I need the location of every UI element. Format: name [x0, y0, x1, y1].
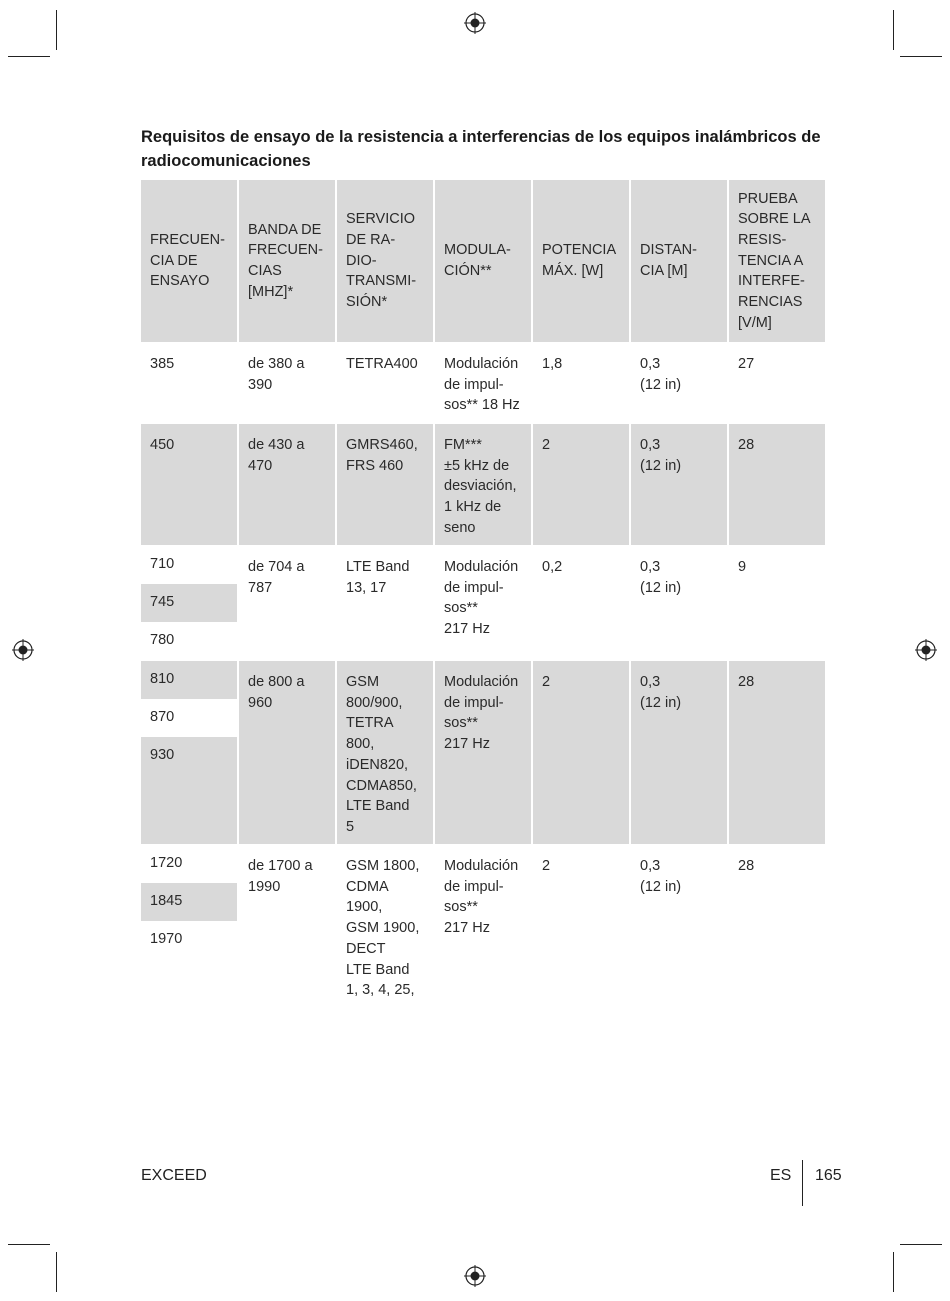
band-cell: de 704 a 787 — [239, 546, 337, 660]
test-level-cell: 28 — [729, 424, 825, 545]
registration-mark-icon — [12, 639, 34, 661]
header-cell: POTENCIA MÁX. [W] — [533, 180, 631, 342]
power-cell: 1,8 — [533, 343, 631, 423]
footer-language: ES — [770, 1167, 792, 1184]
table-row — [141, 661, 825, 845]
modulation-cell: Modulación de impul- sos** 217 Hz — [435, 661, 533, 844]
table-row — [141, 845, 825, 1005]
crop-mark — [900, 1244, 942, 1245]
modulation-cell: Modulación de impul- sos** 18 Hz — [435, 343, 533, 423]
service-cell: LTE Band 13, 17 — [337, 546, 435, 660]
freq-cell: 710 — [141, 546, 237, 584]
power-cell: 0,2 — [533, 546, 631, 660]
header-cell: FRECUEN- CIA DE ENSAYO — [141, 180, 239, 342]
registration-mark-icon — [464, 1265, 486, 1287]
service-cell: GMRS460, FRS 460 — [337, 424, 435, 545]
table-header — [141, 180, 825, 343]
freq-cell: 1720 — [141, 845, 237, 883]
footer-brand: EXCEED — [141, 1167, 207, 1184]
service-cell: TETRA400 — [337, 343, 435, 423]
distance-cell: 0,3 (12 in) — [631, 343, 729, 423]
freq-cell: 450 — [141, 424, 239, 545]
power-cell: 2 — [533, 424, 631, 545]
freq-cell: 870 — [141, 699, 237, 737]
registration-mark-icon — [915, 639, 937, 661]
freq-cell: 930 — [141, 737, 237, 844]
table-row — [141, 343, 825, 424]
band-cell: de 1700 a 1990 — [239, 845, 337, 1005]
freq-cell: 745 — [141, 584, 237, 622]
freq-group — [141, 845, 239, 1005]
freq-cell: 385 — [141, 343, 239, 423]
distance-cell: 0,3 (12 in) — [631, 661, 729, 844]
freq-group — [141, 546, 239, 660]
distance-cell: 0,3 (12 in) — [631, 546, 729, 660]
test-level-cell: 28 — [729, 661, 825, 844]
table-row — [141, 546, 825, 661]
service-cell: GSM 1800, CDMA 1900, GSM 1900, DECT LTE Band 1, 3, 4, 25, — [337, 845, 435, 1005]
crop-mark — [893, 1252, 894, 1292]
freq-group — [141, 661, 239, 844]
distance-cell: 0,3 (12 in) — [631, 424, 729, 545]
test-level-cell: 28 — [738, 858, 755, 874]
freq-cell: 1970 — [141, 921, 237, 959]
page-title: Requisitos de ensayo de la resistencia a interferencias de los equipos inalámbricos de radiocomunicaciones — [141, 128, 821, 170]
distance-cell: 0,3 (12 in) — [631, 845, 729, 1005]
header-cell: BANDA DE FRECUEN- CIAS [MHZ]* — [239, 180, 337, 342]
crop-mark — [56, 1252, 57, 1292]
header-cell: MODULA- CIÓN** — [435, 180, 533, 342]
registration-mark-icon — [464, 12, 486, 34]
header-cell: DISTAN- CIA [M] — [631, 180, 729, 342]
modulation-cell: Modulación de impul- sos** 217 Hz — [435, 845, 533, 1005]
crop-mark — [900, 56, 942, 57]
test-level-cell: 9 — [738, 559, 747, 575]
power-cell: 2 — [533, 661, 631, 844]
immunity-table — [141, 180, 825, 1005]
crop-mark — [8, 1244, 50, 1245]
modulation-cell: Modulación de impul- sos** 217 Hz — [435, 546, 533, 660]
band-cell: de 380 a 390 — [239, 343, 337, 423]
crop-mark — [56, 10, 57, 50]
test-level-cell: 27 — [738, 356, 755, 372]
crop-mark — [8, 56, 50, 57]
footer-divider — [802, 1160, 803, 1206]
band-cell: de 800 a 960 — [239, 661, 337, 844]
band-cell: de 430 a 470 — [239, 424, 337, 545]
service-cell: GSM 800/900, TETRA 800, iDEN820, CDMA850, LTE Band 5 — [337, 661, 435, 844]
page-number: 165 — [815, 1167, 842, 1184]
header-cell: SERVICIO DE RA- DIO- TRANSMI- SIÓN* — [337, 180, 435, 342]
header-cell: PRUEBA SOBRE LA RESIS- TENCIA A INTERFE- RENCIAS [V/M] — [729, 180, 825, 342]
power-cell: 2 — [533, 845, 631, 1005]
freq-cell: 780 — [141, 622, 237, 660]
table-row — [141, 424, 825, 546]
freq-cell: 1845 — [141, 883, 237, 921]
modulation-cell: FM*** ±5 kHz de desviación, 1 kHz de seno — [435, 424, 533, 545]
freq-cell: 810 — [141, 661, 237, 699]
crop-mark — [893, 10, 894, 50]
